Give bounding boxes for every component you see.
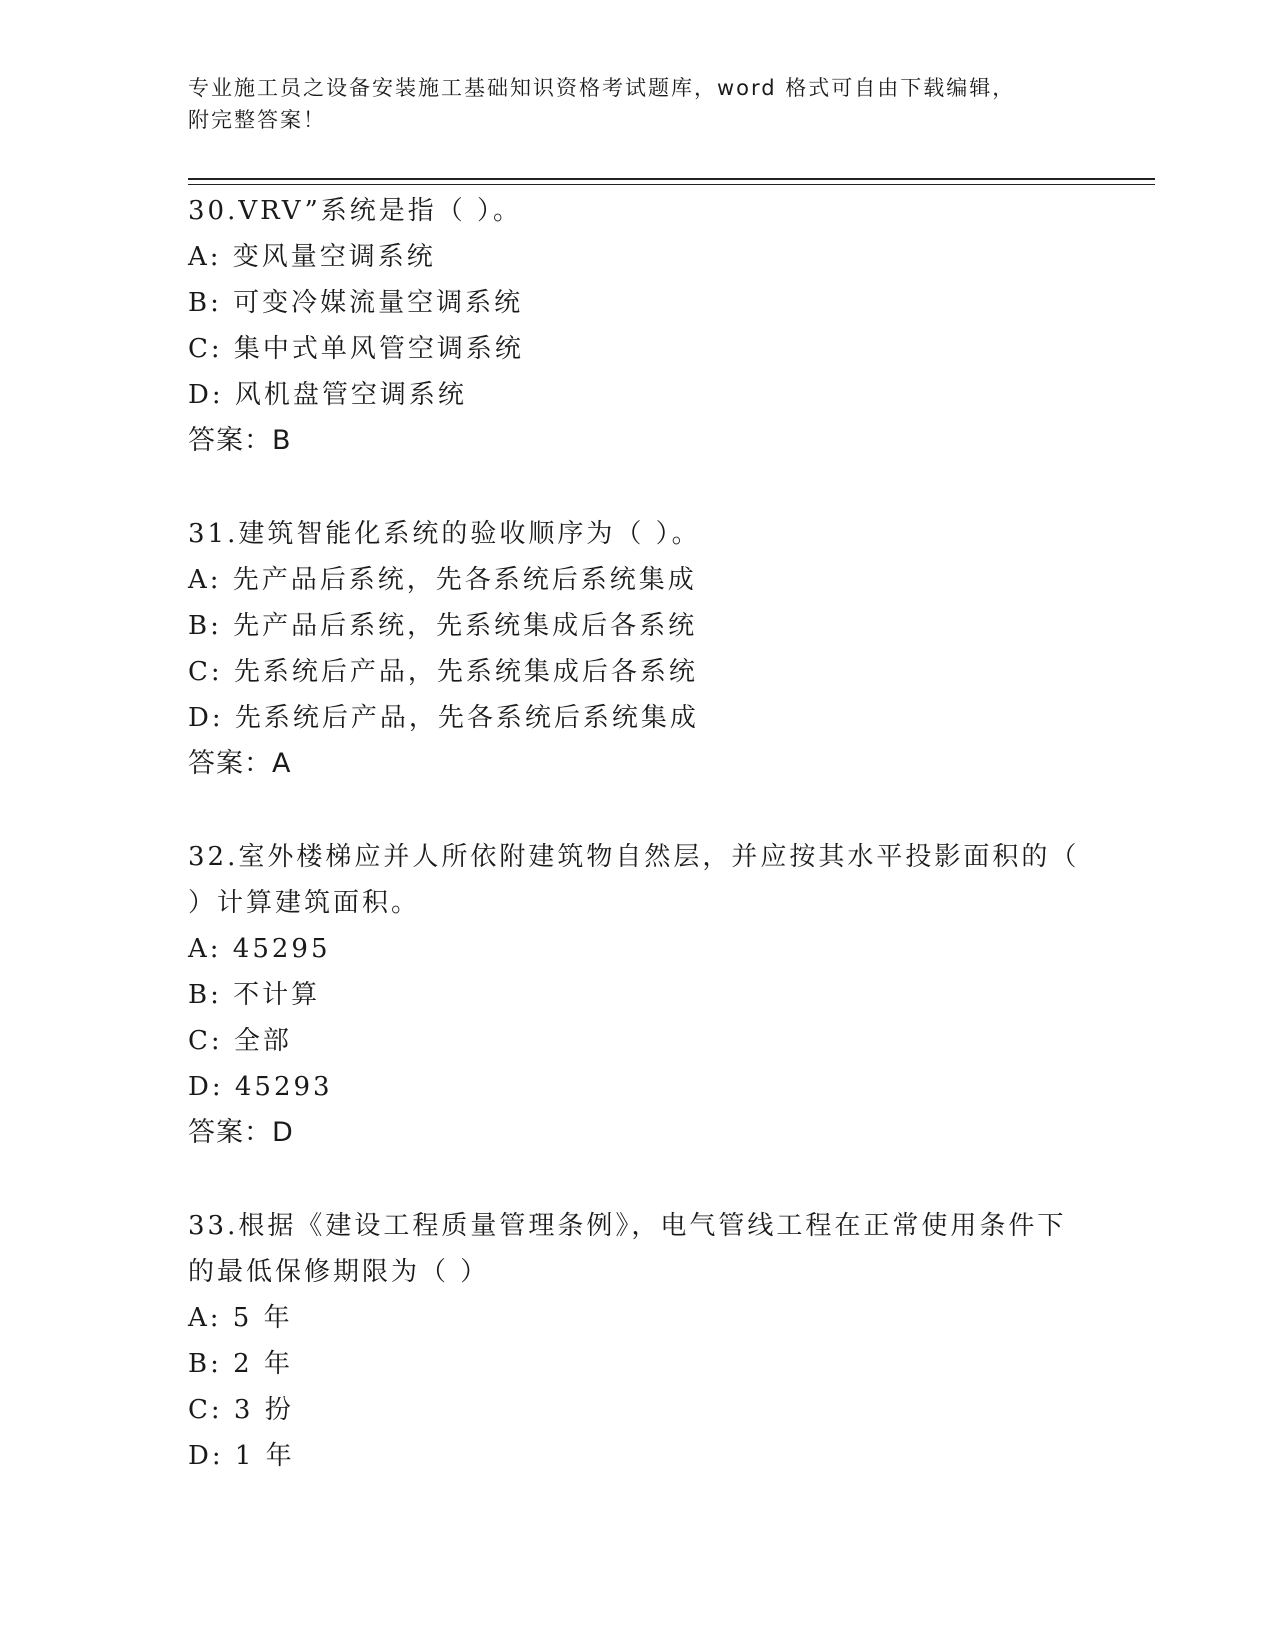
question-31 xyxy=(188,511,1088,787)
option-b: B: 不计算 xyxy=(188,980,321,1010)
option-c: C: 3 扮 xyxy=(188,1395,294,1425)
header-divider-thick xyxy=(188,178,1155,180)
answer-label: 答案：D xyxy=(188,1117,294,1148)
question-text-line-1: 33.根据《建设工程质量管理条例》，电气管线工程在正常使用条件下 xyxy=(188,1211,1067,1241)
question-text-line-1: 32.室外楼梯应并人所依附建筑物自然层，并应按其水平投影面积的（ xyxy=(188,842,1080,872)
option-d: D: 1 年 xyxy=(188,1441,295,1471)
question-30 xyxy=(188,188,1088,464)
option-b: B: 先产品后系统，先系统集成后各系统 xyxy=(188,611,698,641)
document-header xyxy=(188,72,1088,136)
header-divider-thin xyxy=(188,184,1155,185)
option-d: D: 风机盘管空调系统 xyxy=(188,380,467,410)
option-c: C: 集中式单风管空调系统 xyxy=(188,334,524,364)
question-33 xyxy=(188,1203,1088,1479)
question-text-line-2: ）计算建筑面积。 xyxy=(188,888,421,918)
option-c: C: 全部 xyxy=(188,1026,292,1056)
question-text: 30.VRV”系统是指（ ）。 xyxy=(188,196,523,226)
option-a: A: 变风量空调系统 xyxy=(188,242,436,272)
header-line-2: 附完整答案！ xyxy=(188,108,326,132)
question-text: 31.建筑智能化系统的验收顺序为（ ）。 xyxy=(188,519,701,549)
option-b: B: 可变冷媒流量空调系统 xyxy=(188,288,524,318)
header-line-1: 专业施工员之设备安装施工基础知识资格考试题库，word 格式可自由下载编辑， xyxy=(188,76,1016,100)
option-a: A: 5 年 xyxy=(188,1303,293,1333)
question-text-line-2: 的最低保修期限为（ ） xyxy=(188,1257,490,1287)
answer-label: 答案：A xyxy=(188,748,292,779)
option-a: A: 45295 xyxy=(188,934,331,964)
answer-label: 答案：B xyxy=(188,425,292,456)
question-32 xyxy=(188,834,1088,1156)
option-d: D: 45293 xyxy=(188,1072,333,1102)
option-c: C: 先系统后产品，先系统集成后各系统 xyxy=(188,657,698,687)
option-b: B: 2 年 xyxy=(188,1349,293,1379)
option-d: D: 先系统后产品，先各系统后系统集成 xyxy=(188,703,699,733)
option-a: A: 先产品后系统，先各系统后系统集成 xyxy=(188,565,697,595)
question-list xyxy=(188,188,1088,1526)
